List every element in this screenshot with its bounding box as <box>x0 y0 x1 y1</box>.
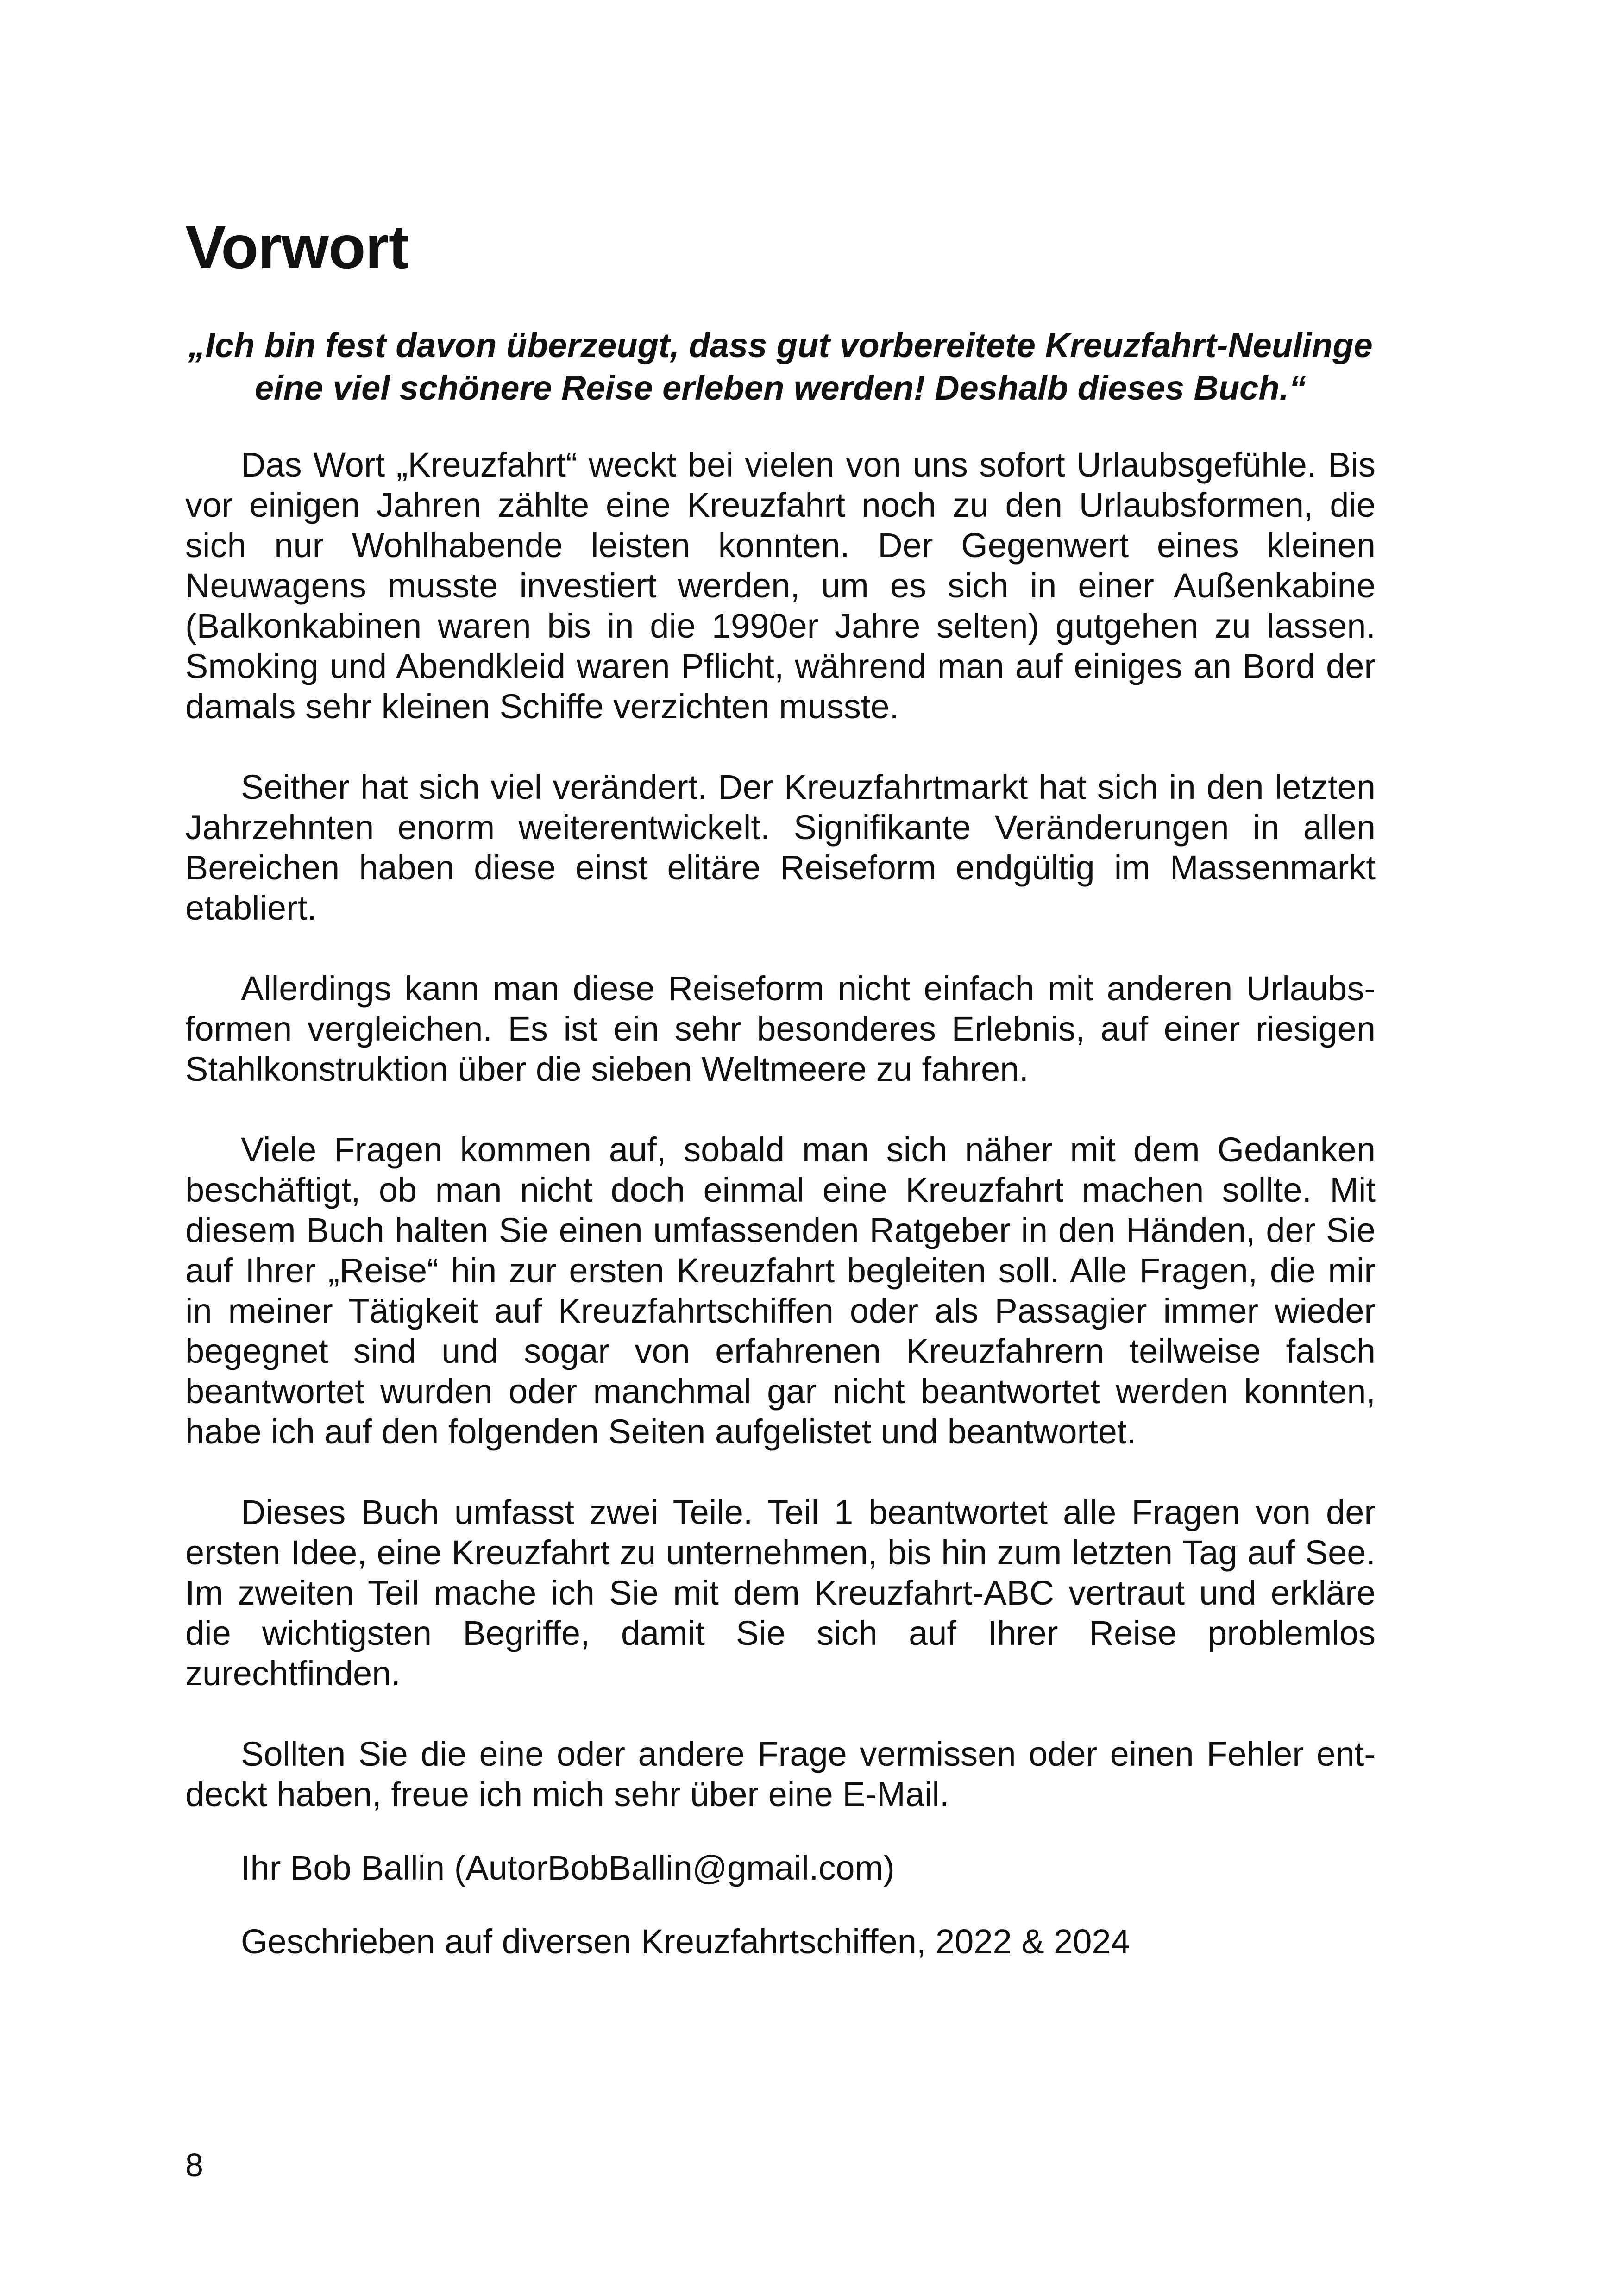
epigraph-quote <box>185 324 1376 409</box>
written-location: Geschrieben auf diversen Kreuzfahrtschiffen, 2022 & 2024 <box>241 1922 1130 1961</box>
paragraph-4: Viele Fragen kommen auf, sobald man sich näher mit dem Gedanken beschäftigt, ob man nicht doch einmal eine Kreuzfahrt machen sollte. Mit diesem Buch halten Sie einen umfassenden Ratgeber in den Händen, der Sie auf Ihrer „Reise“ hin zur ersten Kreuzfahrt begleiten soll. Alle Fragen, die mir in meiner Tätigkeit auf Kreuzfahrtschiffen oder als Passagier immer wieder begegnet sind und sogar von erfahrenen Kreuzfahrern teilweise falsch beantwortet wurden oder manchmal gar nicht beantwortet werden konnten, habe ich auf den folgenden Seiten aufgelistet und beantwortet. <box>185 1130 1376 1451</box>
chapter-heading: Vorwort <box>185 213 408 281</box>
paragraph-5: Dieses Buch umfasst zwei Teile. Teil 1 beantwortet alle Fragen von der ersten Idee, eine Kreuzfahrt zu unternehmen, bis hin zum letzten Tag auf See. Im zweiten Teil mache ich Sie mit dem Kreuzfahrt-ABC vertraut und erkläre die wichtigsten Begriffe, damit Sie sich auf Ihrer Reise problemlos zurechtfinden. <box>185 1493 1376 1693</box>
preface-body <box>185 445 1376 1995</box>
epigraph-line-2: eine viel schönere Reise erleben werden! Deshalb dieses Buch.“ <box>254 369 1307 407</box>
author-signature: Ihr Bob Ballin (AutorBobBallin@gmail.com) <box>241 1849 895 1887</box>
paragraph-3: Allerdings kann man diese Reiseform nicht einfach mit anderen Urlaubsformen vergleichen. Es ist ein sehr besonderes Erlebnis, auf einer riesigen Stahlkonstruktion über die sieben Weltmeere zu fahren. <box>185 969 1376 1088</box>
page-number: 8 <box>185 2147 203 2183</box>
paragraph-2: Seither hat sich viel verändert. Der Kreuzfahrtmarkt hat sich in den letzten Jahrzehnten enorm weiterentwickelt. Signifikante Veränderungen in allen Bereichen haben diese einst elitäre Reiseform endgültig im Massenmarkt etabliert. <box>185 768 1376 927</box>
paragraph-6: Sollten Sie die eine oder andere Frage vermissen oder einen Fehler entdeckt haben, freue ich mich sehr über eine E-Mail. <box>185 1735 1376 1813</box>
paragraph-1: Das Wort „Kreuzfahrt“ weckt bei vielen von uns sofort Urlaubsgefühle. Bis vor einigen Jahren zählte eine Kreuzfahrt noch zu den Urlaubsformen, die sich nur Wohlhabende leisten konnten. Der Gegenwert eines kleinen Neuwagens musste investiert werden, um es sich in einer Außenkabine (Balkonkabinen waren bis in die 1990er Jahre selten) gutgehen zu lassen. Smoking und Abendkleid waren Pflicht, während man auf einiges an Bord der damals sehr kleinen Schiffe verzichten musste. <box>185 445 1376 726</box>
epigraph-line-1: „Ich bin fest davon überzeugt, dass gut vorbereitete Kreuzfahrt-Neulinge <box>188 326 1373 364</box>
